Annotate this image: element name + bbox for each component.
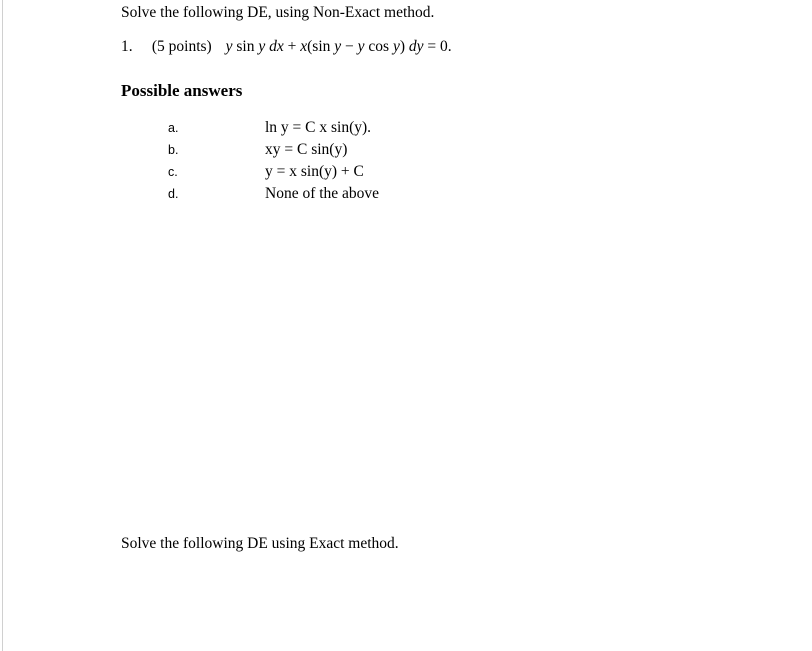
answer-text: y = x sin(y) + C xyxy=(265,163,364,180)
answer-letter: a. xyxy=(168,121,179,135)
answer-option-c xyxy=(168,163,468,185)
question-points: (5 points) xyxy=(151,38,212,55)
question-number: 1. xyxy=(121,38,133,55)
answer-letter: d. xyxy=(168,187,179,201)
answer-option-a xyxy=(168,119,468,141)
answer-letter: b. xyxy=(168,143,179,157)
answer-text: None of the above xyxy=(265,185,380,202)
question-1 xyxy=(121,38,452,56)
answer-text: ln y = C x sin(y). xyxy=(265,119,372,136)
instruction-exact: Solve the following DE using Exact method. xyxy=(121,535,399,552)
possible-answers-heading: Possible answers xyxy=(121,81,243,100)
answer-letter: c. xyxy=(168,165,178,179)
answer-option-b xyxy=(168,141,468,163)
question-equation: y sin y dx + x(sin y − y cos y) dy = 0. xyxy=(225,38,452,55)
answer-option-d xyxy=(168,185,468,207)
page-left-edge xyxy=(2,0,3,651)
answer-list xyxy=(168,119,468,207)
answer-text: xy = C sin(y) xyxy=(265,141,348,158)
instruction-non-exact: Solve the following DE, using Non-Exact method. xyxy=(121,4,435,21)
